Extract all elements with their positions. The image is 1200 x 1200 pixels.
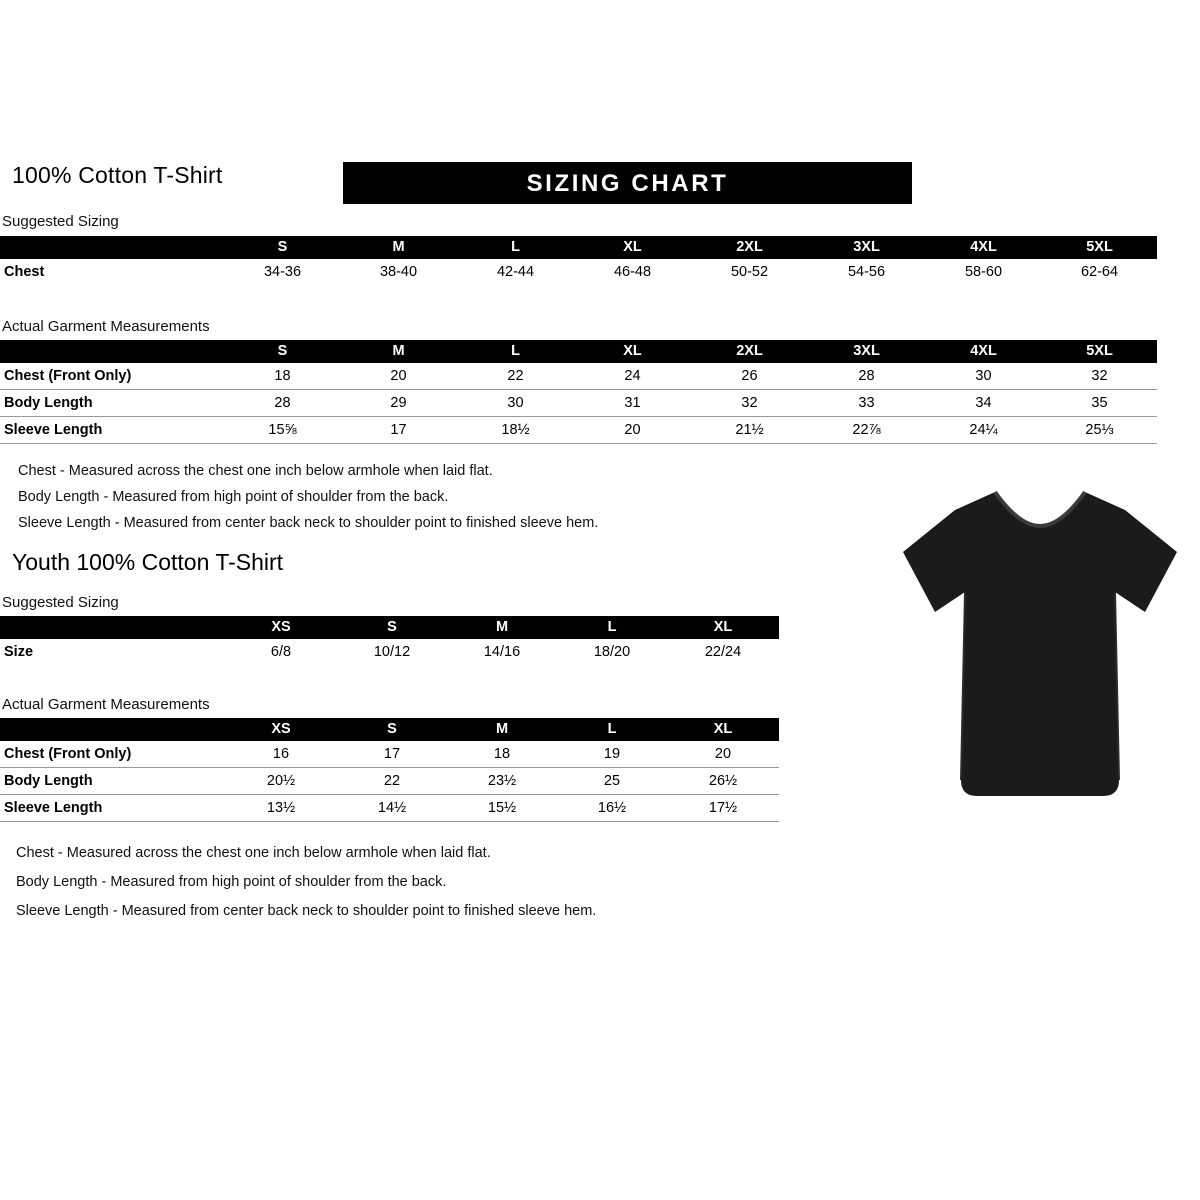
table-cell: 26 (691, 363, 808, 390)
column-header-3xl: 3XL (808, 340, 925, 363)
column-header-label (0, 718, 225, 741)
table-cell: 13½ (225, 795, 337, 822)
table-cell: 34-36 (263, 263, 302, 280)
table-cell: 16 (225, 741, 337, 768)
column-header-l: L (457, 340, 574, 363)
table-row (0, 639, 779, 665)
sizing-chart-banner-label: SIZING CHART (526, 170, 729, 197)
column-header-m: M (447, 718, 557, 741)
column-header-xl: XL (667, 718, 779, 741)
table-cell: 25 (557, 768, 667, 795)
table-row (0, 741, 779, 768)
column-header-2xl: 2XL (691, 236, 808, 259)
column-header-l: L (557, 616, 667, 639)
table-cell: 32 (1042, 363, 1157, 390)
table-cell: 17 (340, 417, 457, 444)
table-cell: 24 (574, 363, 691, 390)
table-cell: 16½ (557, 795, 667, 822)
table-cell: 22 (337, 768, 447, 795)
row-label: Body Length (0, 768, 225, 795)
adult-header (12, 162, 912, 204)
column-header-l: L (457, 236, 574, 259)
row-label: Chest (4, 263, 45, 280)
table-row (0, 259, 1157, 285)
youth-note-body-length: Body Length - Measured from high point of shoulder from the back. (16, 874, 447, 890)
column-header-m: M (340, 236, 457, 259)
table-header-row (0, 616, 779, 639)
column-header-m: M (447, 616, 557, 639)
table-cell: 30 (457, 390, 574, 417)
table-cell: 28 (808, 363, 925, 390)
column-header-5xl: 5XL (1042, 236, 1157, 259)
column-header-xl: XL (574, 340, 691, 363)
table-cell: 18/20 (593, 643, 631, 660)
t-shirt-illustration (895, 480, 1185, 810)
row-label: Sleeve Length (0, 417, 225, 444)
adult-note-chest: Chest - Measured across the chest one inch below armhole when laid flat. (18, 463, 493, 479)
adult-note-sleeve-length: Sleeve Length - Measured from center back neck to shoulder point to finished sleeve hem. (18, 515, 599, 531)
column-header-s: S (337, 718, 447, 741)
table-cell: 14/16 (483, 643, 521, 660)
table-cell: 25⅓ (1042, 417, 1157, 444)
table-cell: 21½ (691, 417, 808, 444)
table-cell: 6/8 (270, 643, 292, 660)
table-cell: 18 (225, 363, 340, 390)
table-cell: 54-56 (847, 263, 886, 280)
t-shirt-image (895, 480, 1185, 810)
page-title: 100% Cotton T-Shirt (12, 162, 223, 188)
table-cell: 58-60 (964, 263, 1003, 280)
youth-actual-measurements-label: Actual Garment Measurements (2, 696, 210, 713)
row-label: Body Length (0, 390, 225, 417)
column-header-5xl: 5XL (1042, 340, 1157, 363)
table-cell: 26½ (667, 768, 779, 795)
adult-note-body-length: Body Length - Measured from high point of shoulder from the back. (18, 489, 449, 505)
row-label: Chest (Front Only) (0, 363, 225, 390)
table-cell: 18½ (457, 417, 574, 444)
table-cell: 23½ (447, 768, 557, 795)
column-header-m: M (340, 340, 457, 363)
row-label: Size (4, 643, 34, 660)
table-cell: 32 (691, 390, 808, 417)
youth-note-chest: Chest - Measured across the chest one inch below armhole when laid flat. (16, 845, 491, 861)
table-cell: 30 (925, 363, 1042, 390)
table-body (0, 639, 779, 665)
column-header-l: L (557, 718, 667, 741)
table-cell: 22/24 (704, 643, 742, 660)
table-body (0, 741, 779, 822)
column-header-4xl: 4XL (925, 236, 1042, 259)
column-header-xl: XL (667, 616, 779, 639)
column-header-s: S (225, 236, 340, 259)
table-cell: 15⅝ (225, 417, 340, 444)
table-body (0, 259, 1157, 285)
adult-actual-measurements-label: Actual Garment Measurements (2, 318, 210, 335)
youth-section-title: Youth 100% Cotton T-Shirt (12, 549, 284, 575)
table-cell: 14½ (337, 795, 447, 822)
table-row (0, 417, 1157, 444)
youth-note-sleeve-length: Sleeve Length - Measured from center back neck to shoulder point to finished sleeve hem. (16, 903, 597, 919)
table-cell: 20 (574, 417, 691, 444)
row-label: Chest (Front Only) (0, 741, 225, 768)
table-cell: 22 (457, 363, 574, 390)
column-header-s: S (225, 340, 340, 363)
table-row (0, 795, 779, 822)
table-cell: 46-48 (613, 263, 652, 280)
table-header-row (0, 718, 779, 741)
youth-suggested-sizing-label: Suggested Sizing (2, 594, 119, 611)
table-cell: 62-64 (1080, 263, 1119, 280)
table-cell: 34 (925, 390, 1042, 417)
table-cell: 10/12 (373, 643, 411, 660)
table-cell: 33 (808, 390, 925, 417)
youth-suggested-sizing-table (0, 616, 779, 665)
column-header-label (0, 236, 225, 259)
table-header-row (0, 236, 1157, 259)
adult-suggested-sizing-label: Suggested Sizing (2, 213, 119, 230)
table-cell: 35 (1042, 390, 1157, 417)
column-header-xs: XS (225, 718, 337, 741)
table-cell: 20 (667, 741, 779, 768)
table-cell: 28 (225, 390, 340, 417)
table-cell: 20 (340, 363, 457, 390)
column-header-4xl: 4XL (925, 340, 1042, 363)
row-label: Sleeve Length (0, 795, 225, 822)
adult-actual-measurements-table (0, 340, 1157, 444)
table-cell: 19 (557, 741, 667, 768)
table-cell: 29 (340, 390, 457, 417)
table-row (0, 768, 779, 795)
table-cell: 24¼ (925, 417, 1042, 444)
column-header-3xl: 3XL (808, 236, 925, 259)
table-cell: 20½ (225, 768, 337, 795)
table-cell: 22⅞ (808, 417, 925, 444)
youth-actual-measurements-table (0, 718, 779, 822)
table-cell: 17 (337, 741, 447, 768)
table-cell: 17½ (667, 795, 779, 822)
table-row (0, 390, 1157, 417)
adult-suggested-sizing-table (0, 236, 1157, 285)
table-cell: 31 (574, 390, 691, 417)
table-cell: 15½ (447, 795, 557, 822)
sizing-chart-banner (343, 162, 912, 204)
table-cell: 50-52 (730, 263, 769, 280)
column-header-label (0, 340, 225, 363)
table-header-row (0, 340, 1157, 363)
table-cell: 18 (447, 741, 557, 768)
table-row (0, 363, 1157, 390)
column-header-s: S (337, 616, 447, 639)
column-header-2xl: 2XL (691, 340, 808, 363)
column-header-xl: XL (574, 236, 691, 259)
table-body (0, 363, 1157, 444)
column-header-xs: XS (225, 616, 337, 639)
table-cell: 42-44 (496, 263, 535, 280)
table-cell: 38-40 (379, 263, 418, 280)
column-header-label (0, 616, 225, 639)
